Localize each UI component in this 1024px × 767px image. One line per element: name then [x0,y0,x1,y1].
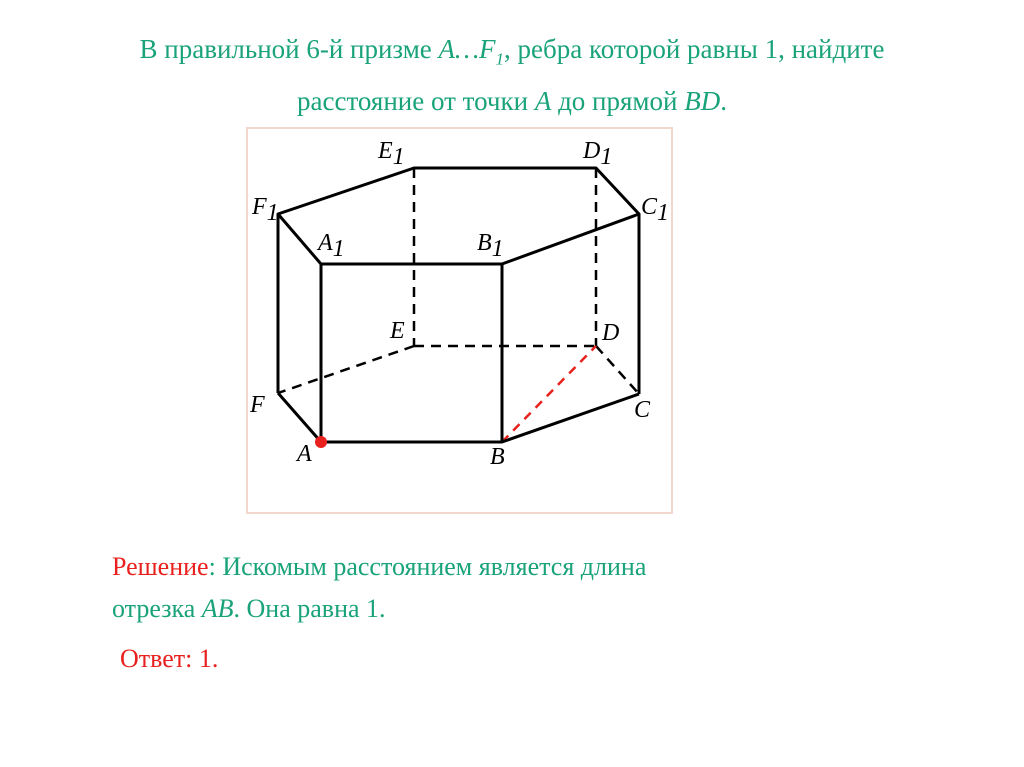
prism-letters: A…F [438,34,496,64]
problem-text: расстояние от точки [297,86,535,117]
label-c1: C1 [641,194,670,226]
segment-name: AB [201,594,234,623]
solution-text: . Она равна 1. [233,594,386,623]
solution-text: Искомым расстоянием является длина [222,552,647,581]
problem-text: , ребра которой равны 1, найдите [504,34,885,64]
segment-bd [502,346,596,442]
edge-f-e [278,346,414,393]
label-b: B [490,444,505,470]
solution-block [112,546,852,630]
label-a: A [297,441,312,467]
label-a1: A1 [318,230,345,262]
solution-label: Решение [112,552,209,581]
problem-text: до прямой [551,86,685,117]
edge-d-c [596,346,639,394]
line-name: BD [684,86,721,117]
solution-line-1 [112,546,852,588]
label-e: E [390,318,405,344]
label-d: D [602,320,620,346]
label-c: C [634,397,651,423]
label-e1: E1 [378,138,405,170]
bottom-front-edges [278,393,639,442]
prism-subscript: 1 [495,49,505,69]
answer: Ответ: 1. [120,644,219,673]
solution-line-2 [112,588,852,630]
problem-text: В правильной 6-й призме [139,34,439,64]
problem-text: . [720,86,727,117]
point-a-marker [315,436,327,448]
label-b1: B1 [477,230,504,262]
solution-colon: : [208,552,223,581]
label-f: F [250,392,265,418]
label-f1: F1 [252,194,279,226]
point-name: A [534,86,552,117]
solution-text: отрезка [112,594,202,623]
label-d1: D1 [583,138,613,170]
